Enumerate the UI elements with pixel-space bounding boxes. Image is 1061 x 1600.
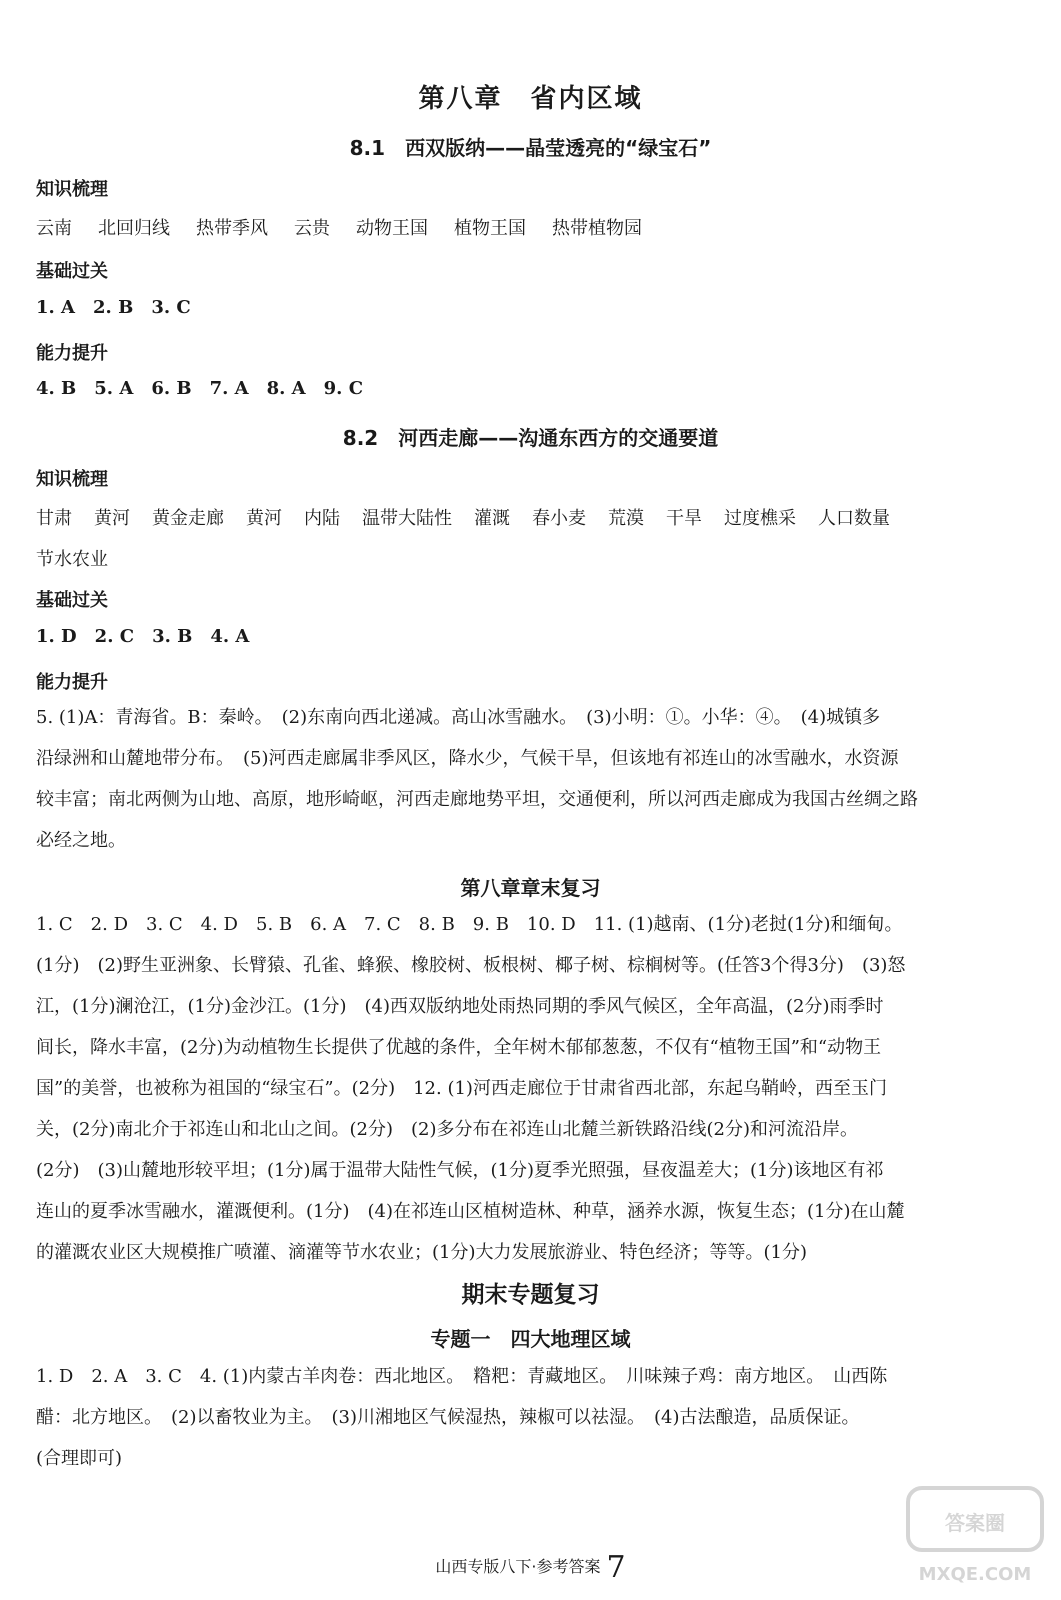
term: 黄河 — [246, 508, 282, 529]
text-line: 的灌溉农业区大规模推广喷灌、滴灌等节水农业；(1分)大力发展旅游业、特色经济；等等。(1分) — [36, 1242, 807, 1263]
s82-terms — [36, 504, 1026, 530]
topic1-title: 专题一 四大地理区域 — [430, 1327, 631, 1351]
answer: 5. A — [94, 378, 134, 399]
text-line: 间长，降水丰富，(2分)为动植物生长提供了优越的条件，全年树木郁郁葱葱，不仅有“植物王国”和“动物王 — [36, 1037, 882, 1058]
s81-knowledge-label: 知识梳理 — [36, 179, 108, 200]
text-line: 连山的夏季冰雪融水，灌溉便利。(1分) (4)在祁连山区植树造林、种草，涵养水源，恢复生态；(1分)在山麓 — [36, 1201, 905, 1222]
s82-basic-answers — [36, 626, 1026, 647]
answer: 9. C — [323, 378, 364, 399]
term: 荒漠 — [608, 508, 644, 529]
answer: 1. A — [36, 297, 76, 318]
term: 黄金走廊 — [152, 508, 224, 529]
text-line: 关，(2分)南北介于祁连山和北山之间。(2分) (2)多分布在祁连山北麓兰新铁路沿线(2分)和河流沿岸。 — [36, 1119, 858, 1140]
answer: 2. B — [93, 297, 134, 318]
term: 黄河 — [94, 508, 130, 529]
final-review-title: 期末专题复习 — [461, 1282, 600, 1308]
answer: 3. C — [151, 297, 191, 318]
text-line: (合理即可) — [36, 1448, 123, 1469]
s82-terms-cont: 节水农业 — [36, 549, 108, 570]
s81-ability-answers — [36, 378, 1026, 399]
answer: 7. A — [209, 378, 249, 399]
answer: 3. B — [152, 626, 193, 647]
s81-terms — [36, 214, 1026, 240]
section-8-1-title: 8.1 西双版纳——晶莹透亮的“绿宝石” — [349, 136, 712, 160]
term: 云南 — [36, 218, 72, 239]
s82-basic-label: 基础过关 — [36, 590, 108, 611]
s82-ability-label: 能力提升 — [36, 672, 108, 693]
text-line: 江，(1分)澜沧江，(1分)金沙江。(1分) (4)西双版纳地处雨热同期的季风气候区，全年高温，(2分)雨季时 — [36, 996, 884, 1017]
footer-text: 山西专版八下·参考答案 — [435, 1557, 601, 1576]
text-line: 较丰富；南北两侧为山地、高原，地形崎岖，河西走廊地势平坦，交通便利，所以河西走廊成为我国古丝绸之路 — [36, 789, 918, 810]
chapter-review-title: 第八章章末复习 — [460, 876, 601, 900]
term: 内陆 — [304, 508, 340, 529]
watermark-logo-icon — [900, 1480, 1050, 1590]
watermark-url: MXQE.COM — [918, 1564, 1032, 1585]
text-line: (1分) (2)野生亚洲象、长臂猿、孔雀、蜂猴、橡胶树、板根树、椰子树、棕榈树等。(任答3个得3分) (3)怒 — [36, 955, 906, 976]
text-line: 国”的美誉，也被称为祖国的“绿宝石”。(2分) 12. (1)河西走廊位于甘肃省西北部，东起乌鞘岭，西至玉门 — [36, 1078, 887, 1099]
text-line: 1. C 2. D 3. C 4. D 5. B 6. A 7. C 8. B 9. B 10. D 11. (1)越南、(1分)老挝(1分)和缅甸。 — [36, 914, 903, 935]
s81-ability-label: 能力提升 — [36, 343, 108, 364]
text-line: 必经之地。 — [36, 830, 126, 851]
term: 热带季风 — [196, 218, 268, 239]
answer: 1. D — [36, 626, 77, 647]
answer: 6. B — [151, 378, 192, 399]
term: 过度樵采 — [724, 508, 796, 529]
term: 北回归线 — [98, 218, 170, 239]
answer: 4. A — [210, 626, 250, 647]
s81-basic-answers — [36, 297, 1026, 318]
answer: 4. B — [36, 378, 77, 399]
answer: 2. C — [94, 626, 135, 647]
term: 人口数量 — [818, 508, 890, 529]
term: 甘肃 — [36, 508, 72, 529]
s82-knowledge-label: 知识梳理 — [36, 469, 108, 490]
term: 灌溉 — [474, 508, 510, 529]
text-line: 1. D 2. A 3. C 4. (1)内蒙古羊肉卷：西北地区。 糌粑：青藏地区。 川味辣子鸡：南方地区。 山西陈 — [36, 1366, 888, 1387]
term: 春小麦 — [532, 508, 586, 529]
text-line: 醋：北方地区。 (2)以畜牧业为主。 (3)川湘地区气候湿热，辣椒可以祛湿。 (4)古法酿造，品质保证。 — [36, 1407, 860, 1428]
s82-q5-paragraph — [36, 697, 1026, 861]
answer: 8. A — [266, 378, 306, 399]
watermark-text: 答案圈 — [945, 1511, 1005, 1535]
text-line: (2分) (3)山麓地形较平坦；(1分)属于温带大陆性气候，(1分)夏季光照强，昼夜温差大；(1分)该地区有祁 — [36, 1160, 884, 1181]
term: 植物王国 — [454, 218, 526, 239]
s81-basic-label: 基础过关 — [36, 261, 108, 282]
term: 云贵 — [294, 218, 330, 239]
chapter-title: 第八章 省内区域 — [418, 84, 643, 114]
text-line: 5. (1)A：青海省。B：秦岭。 (2)东南向西北递减。高山冰雪融水。 (3)小明：①。小华：④。 (4)城镇多 — [36, 707, 881, 728]
page-number: 7 — [606, 1550, 626, 1585]
term: 热带植物园 — [552, 218, 642, 239]
text-line: 沿绿洲和山麓地带分布。 (5)河西走廊属非季风区，降水少，气候干旱，但该地有祁连山的冰雪融水，水资源 — [36, 748, 899, 769]
term: 干旱 — [666, 508, 702, 529]
term: 温带大陆性 — [362, 508, 452, 529]
section-8-2-title: 8.2 河西走廊——沟通东西方的交通要道 — [342, 426, 719, 450]
chapter-review-paragraph — [36, 904, 1026, 1273]
topic1-paragraph — [36, 1356, 1026, 1479]
term: 动物王国 — [356, 218, 428, 239]
